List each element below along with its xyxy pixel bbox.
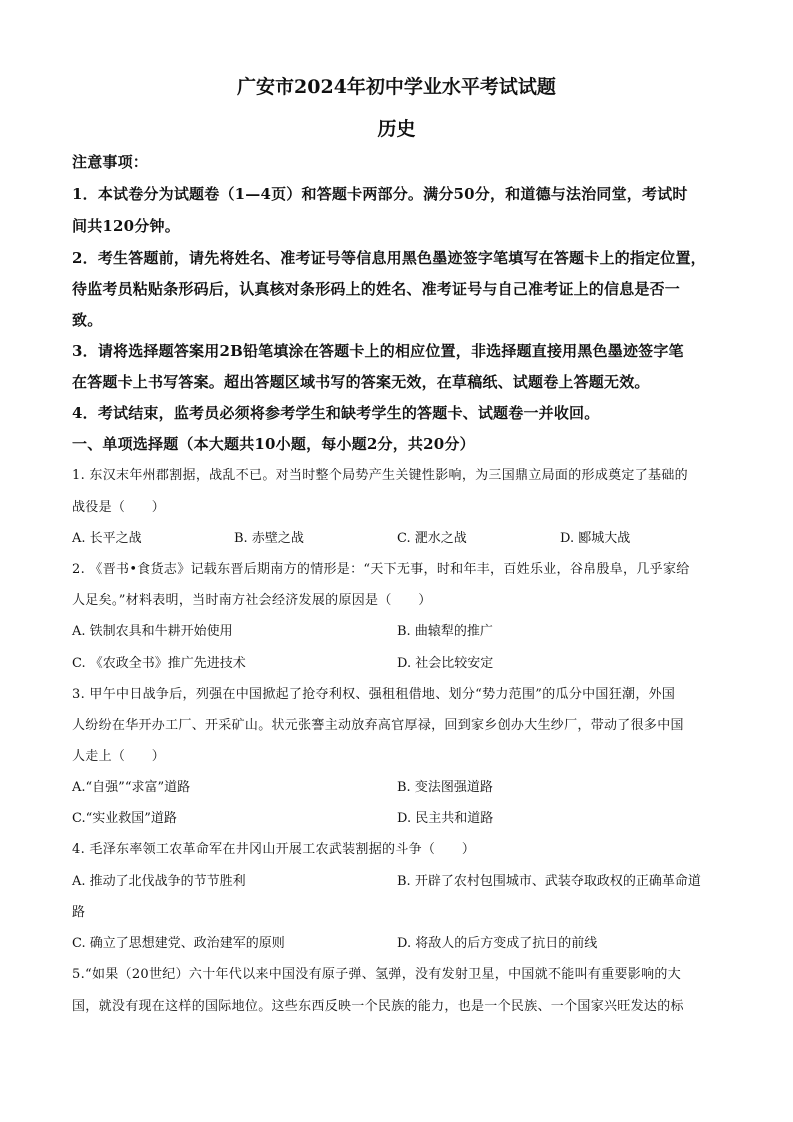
question-text: 战役是（ ）	[72, 500, 166, 515]
option-a: A.“自强”“求富”道路	[72, 780, 191, 795]
option-b: B. 曲辕犁的推广	[397, 624, 493, 639]
notice-line: 待监考员粘贴条形码后，认真核对条形码上的姓名、准考证号与自己准考证上的信息是否一	[72, 280, 681, 298]
option-b: B. 赤壁之战	[234, 531, 304, 546]
question-text: 人足矣。”材料表明，当时南方社会经济发展的原因是（ ）	[72, 593, 432, 608]
notice-heading: 注意事项：	[72, 153, 149, 171]
question-text: 5.“如果（20世纪）六十年代以来中国没有原子弹、氢弹，没有发射卫星，中国就不能叫有重要影响的大	[72, 967, 681, 982]
notice-line: 致。	[72, 311, 103, 329]
subject-title: 历史	[377, 118, 416, 140]
question-text: 4. 毛泽东率领工农革命军在井冈山开展工农武装割据的斗争（ ）	[72, 842, 476, 857]
option-d: D. 郾城大战	[560, 531, 631, 546]
notice-line: 2．考生答题前，请先将姓名、准考证号等信息用黑色墨迹签字笔填写在答题卡上的指定位置，	[72, 249, 706, 267]
question-text: 2. 《晋书•食货志》记载东晋后期南方的情形是：“天下无事，时和年丰，百姓乐业，谷帛殷阜，几乎家给	[72, 562, 690, 577]
option-d: D. 将敌人的后方变成了抗日的前线	[397, 936, 598, 951]
notice-line: 在答题卡上书写答案。超出答题区域书写的答案无效，在草稿纸、试题卷上答题无效。	[72, 373, 650, 391]
option-c: C. 确立了思想建党、政治建军的原则	[72, 936, 285, 951]
option-a: A. 推动了北伐战争的节节胜利	[72, 874, 246, 889]
option-c: C. 《农政全书》推广先进技术	[72, 656, 246, 671]
question-text: 国，就没有现在这样的国际地位。这些东西反映一个民族的能力，也是一个民族、一个国家兴旺发达的标	[72, 999, 684, 1014]
exam-title: 广安市2024年初中学业水平考试试题	[237, 76, 556, 98]
option-a: A. 长平之战	[72, 531, 142, 546]
option-b: B. 开辟了农村包围城市、武装夺取政权的正确革命道	[397, 874, 701, 889]
option-c: C.“实业救国”道路	[72, 811, 177, 826]
option-d: D. 民主共和道路	[397, 811, 494, 826]
notice-line: 4．考试结束，监考员必须将参考学生和缺考学生的答题卡、试题卷一并收回。	[72, 404, 600, 422]
notice-line: 3．请将选择题答案用2B铅笔填涂在答题卡上的相应位置，非选择题直接用黑色墨迹签字笔	[72, 342, 684, 360]
option-c: C. 淝水之战	[397, 531, 467, 546]
notice-line: 1．本试卷分为试题卷（1—4页）和答题卡两部分。满分50分，和道德与法治同堂，考试时	[72, 185, 688, 203]
option-a: A. 铁制农具和牛耕开始使用	[72, 624, 233, 639]
section-heading: 一、单项选择题（本大题共10小题，每小题2分，共20分）	[72, 435, 475, 453]
option-d: D. 社会比较安定	[397, 656, 494, 671]
question-text: 3. 甲午中日战争后，列强在中国掀起了抢夺利权、强租租借地、划分“势力范围”的瓜分中国狂潮，外国	[72, 687, 676, 702]
notice-line: 间共120分钟。	[72, 217, 180, 235]
question-text: 人纷纷在华开办工厂、开采矿山。状元张謇主动放弃高官厚禄，回到家乡创办大生纱厂，带动了很多中国	[72, 718, 684, 733]
option-b: B. 变法图强道路	[397, 780, 493, 795]
question-text: 人走上（ ）	[72, 749, 166, 764]
option-b-wrap: 路	[72, 905, 86, 920]
question-text: 1. 东汉末年州郡割据，战乱不已。对当时整个局势产生关键性影响，为三国鼎立局面的形成奠定了基础的	[72, 468, 688, 483]
